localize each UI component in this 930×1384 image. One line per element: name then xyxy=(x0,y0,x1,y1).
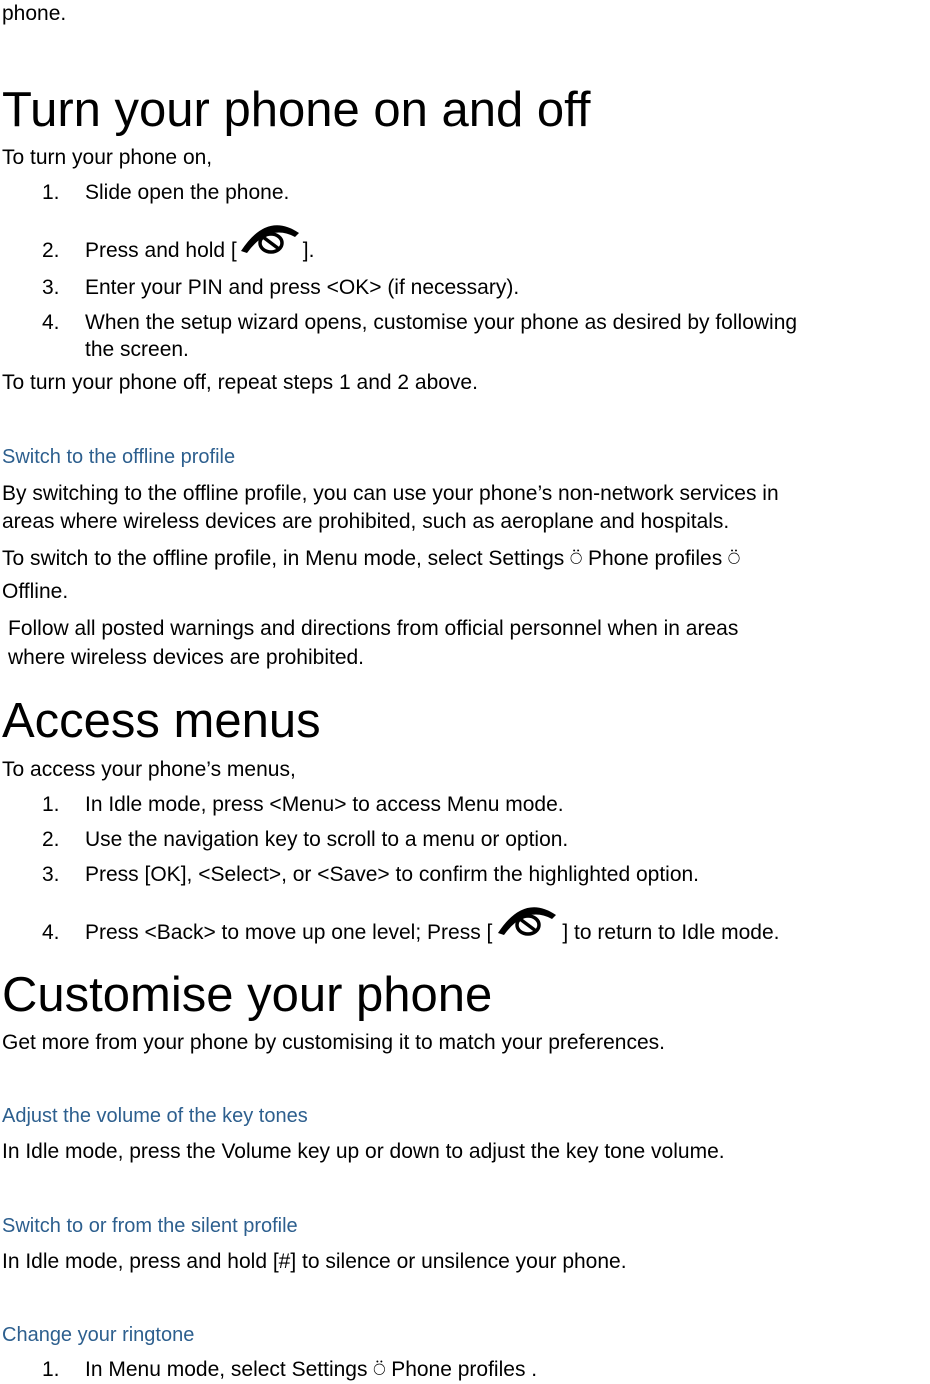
step-text: Enter your PIN and press <OK> (if necessary). xyxy=(85,276,520,299)
step-text-post: Phone profiles . xyxy=(391,1358,538,1381)
step-number: 2. xyxy=(42,239,60,262)
step-number: 1. xyxy=(42,181,60,204)
menu-arrow-icon: ⍥ xyxy=(570,548,583,570)
power-outro: To turn your phone off, repeat steps 1 and 2 above. xyxy=(2,371,478,394)
offline-para1-line2: areas where wireless devices are prohibited, such as aeroplane and hospitals. xyxy=(2,510,730,533)
offline-para1-line1: By switching to the offline profile, you can use your phone’s non-network services in xyxy=(2,482,779,505)
step-number: 2. xyxy=(42,828,60,851)
silent-text: In Idle mode, press and hold [#] to silence or unsilence your phone. xyxy=(2,1250,627,1273)
warning-line1: Follow all posted warnings and directions from official personnel when in areas xyxy=(8,617,739,640)
step-text xyxy=(85,238,314,263)
step-number: 4. xyxy=(42,311,60,334)
step-text-line2: the screen. xyxy=(85,338,189,361)
step-text-pre: Press and hold [ xyxy=(85,239,237,262)
step-text: In Idle mode, press <Menu> to access Menu mode. xyxy=(85,793,564,816)
offline-para2-line2: Offline. xyxy=(2,580,69,603)
power-intro: To turn your phone on, xyxy=(2,146,213,169)
heading-power: Turn your phone on and off xyxy=(2,83,591,137)
offline-para2-pre: To switch to the offline profile, in Menu mode, select Settings xyxy=(2,547,565,570)
step-number: 3. xyxy=(42,863,60,886)
end-call-key-icon xyxy=(237,217,303,263)
volume-text: In Idle mode, press the Volume key up or down to adjust the key tone volume. xyxy=(2,1140,725,1163)
heading-ringtone: Change your ringtone xyxy=(2,1324,195,1346)
menu-arrow-icon: ⍥ xyxy=(373,1359,386,1381)
step-number: 1. xyxy=(42,1358,60,1381)
heading-offline: Switch to the offline profile xyxy=(2,446,236,468)
offline-para2-mid: Phone profiles xyxy=(587,547,723,570)
step-text-post: ]. xyxy=(302,239,315,262)
heading-silent: Switch to or from the silent profile xyxy=(2,1215,298,1237)
warning-line2: where wireless devices are prohibited. xyxy=(8,646,365,669)
step-text xyxy=(85,920,780,945)
step-number: 4. xyxy=(42,921,60,944)
step-number: 3. xyxy=(42,276,60,299)
end-call-key-icon xyxy=(492,899,562,945)
heading-volume: Adjust the volume of the key tones xyxy=(2,1105,308,1127)
step-text: Slide open the phone. xyxy=(85,181,290,204)
menus-intro: To access your phone’s menus, xyxy=(2,758,296,781)
heading-customise: Customise your phone xyxy=(2,968,493,1022)
menu-arrow-icon: ⍥ xyxy=(728,548,741,570)
heading-menus: Access menus xyxy=(2,694,321,748)
customise-intro: Get more from your phone by customising it to match your preferences. xyxy=(2,1031,665,1054)
step-text: Press [OK], <Select>, or <Save> to confirm the highlighted option. xyxy=(85,863,700,886)
step-text: Use the navigation key to scroll to a menu or option. xyxy=(85,828,569,851)
page-fragment-text: phone. xyxy=(2,2,67,25)
step-text-post: ] to return to Idle mode. xyxy=(562,921,780,944)
offline-para2-line1 xyxy=(2,546,740,572)
power-step-4 xyxy=(0,310,930,362)
step-text-pre: Press <Back> to move up one level; Press [ xyxy=(85,921,493,944)
step-text-pre: In Menu mode, select Settings xyxy=(85,1358,368,1381)
step-number: 1. xyxy=(42,793,60,816)
step-text xyxy=(85,1357,537,1383)
step-text-line1: When the setup wizard opens, customise your phone as desired by following xyxy=(85,311,798,334)
